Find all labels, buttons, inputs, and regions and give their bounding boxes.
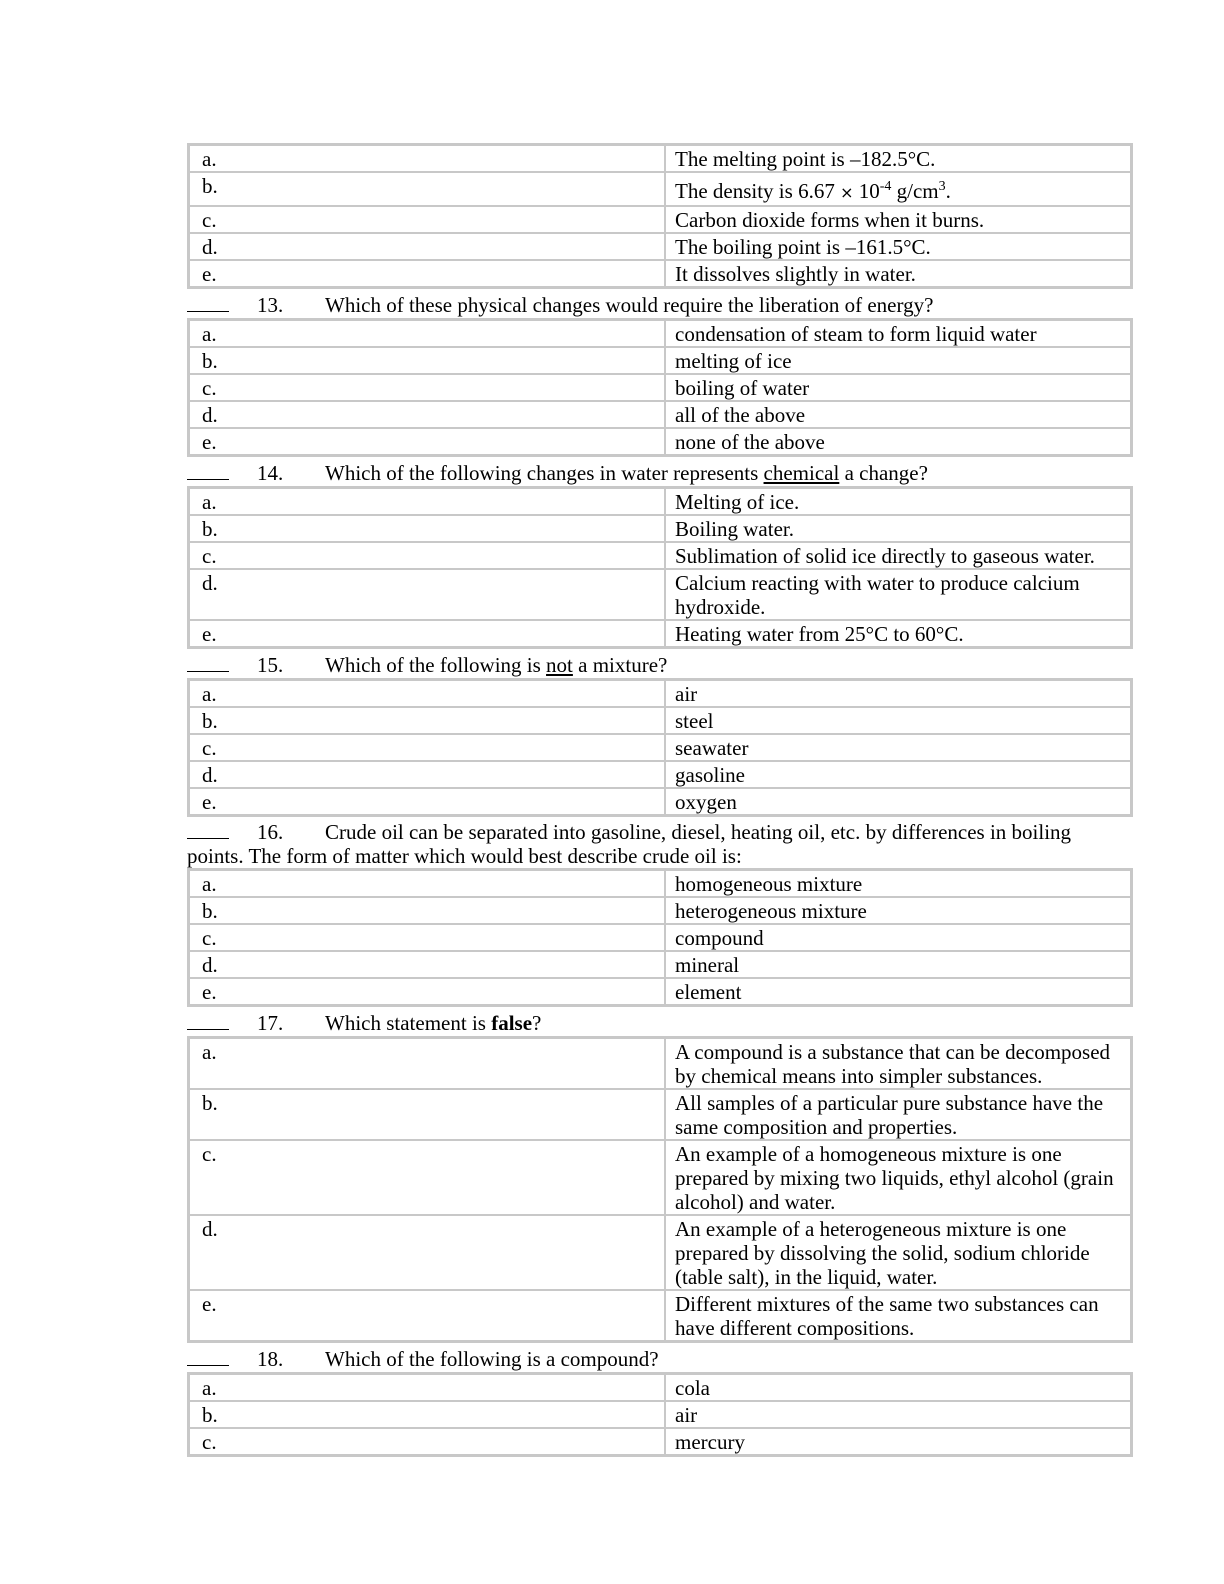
choice-text: Carbon dioxide forms when it burns.	[665, 206, 1131, 233]
choice-text: compound	[665, 924, 1131, 951]
choice-row	[189, 542, 1131, 569]
choice-letter: a.	[189, 145, 665, 172]
choice-row	[189, 1089, 1131, 1140]
choice-row	[189, 145, 1131, 172]
choice-text: heterogeneous mixture	[665, 897, 1131, 924]
question-text	[325, 461, 928, 485]
density-text-1: The density is 6.67	[675, 179, 841, 203]
answer-blank[interactable]	[187, 461, 229, 480]
choice-row	[189, 1140, 1131, 1215]
choice-text	[665, 172, 1131, 206]
choice-row	[189, 978, 1131, 1005]
answer-blank[interactable]	[187, 820, 229, 839]
question-number: 17.	[257, 1011, 284, 1035]
choice-row	[189, 172, 1131, 206]
choice-text: oxygen	[665, 788, 1131, 815]
choice-letter: c.	[189, 1428, 665, 1455]
stem-underlined: not	[546, 653, 573, 677]
choice-row	[189, 1428, 1131, 1455]
question-number: 15.	[257, 653, 284, 677]
choice-text: All samples of a particular pure substance have the same composition and properties.	[665, 1089, 1131, 1140]
choice-letter: c.	[189, 206, 665, 233]
choice-letter: b.	[189, 1089, 665, 1140]
choice-row	[189, 870, 1131, 897]
choice-row	[189, 897, 1131, 924]
choice-letter: e.	[189, 788, 665, 815]
choice-row	[189, 233, 1131, 260]
choice-text: Boiling water.	[665, 515, 1131, 542]
stem-part: Which of the following changes in water represents	[325, 461, 764, 485]
choice-row	[189, 951, 1131, 978]
choice-row	[189, 1290, 1131, 1341]
choice-letter: a.	[189, 1038, 665, 1089]
choice-letter: d.	[189, 761, 665, 788]
stem-bold: false	[491, 1011, 533, 1035]
choice-letter: d.	[189, 1215, 665, 1290]
choice-row	[189, 488, 1131, 515]
answer-choices-q15	[187, 678, 1133, 817]
choice-row	[189, 1374, 1131, 1401]
choice-text: seawater	[665, 734, 1131, 761]
choice-row	[189, 1401, 1131, 1428]
answer-choices-q16	[187, 868, 1133, 1007]
density-period: .	[945, 179, 951, 203]
choice-letter: a.	[189, 680, 665, 707]
choice-row	[189, 320, 1131, 347]
choice-text: air	[665, 1401, 1131, 1428]
choice-letter: d.	[189, 569, 665, 620]
question-text	[325, 653, 667, 677]
choice-text: steel	[665, 707, 1131, 734]
choice-letter: d.	[189, 951, 665, 978]
choice-row	[189, 924, 1131, 951]
stem-part: a mixture?	[572, 653, 668, 677]
density-unit: g/cm	[891, 179, 939, 203]
choice-text: cola	[665, 1374, 1131, 1401]
stem-underlined: chemical	[763, 461, 840, 485]
choice-letter: b.	[189, 707, 665, 734]
choice-letter: a.	[189, 1374, 665, 1401]
choice-text: air	[665, 680, 1131, 707]
choice-text: boiling of water	[665, 374, 1131, 401]
choice-letter: b.	[189, 897, 665, 924]
choice-text: Sublimation of solid ice directly to gaseous water.	[665, 542, 1131, 569]
answer-choices-q14	[187, 486, 1133, 649]
choice-letter: c.	[189, 1140, 665, 1215]
choice-row	[189, 260, 1131, 287]
answer-choices-q18	[187, 1372, 1133, 1457]
choice-letter: d.	[189, 233, 665, 260]
answer-choices-q17	[187, 1036, 1133, 1343]
stem-part: ?	[532, 1011, 542, 1035]
choice-letter: e.	[189, 1290, 665, 1341]
choice-text: It dissolves slightly in water.	[665, 260, 1131, 287]
choice-text: all of the above	[665, 401, 1131, 428]
choice-text: none of the above	[665, 428, 1131, 455]
question-14-stem	[187, 457, 1133, 486]
choice-text: The melting point is –182.5°C.	[665, 145, 1131, 172]
choice-letter: c.	[189, 924, 665, 951]
question-text: Crude oil can be separated into gasoline, diesel, heating oil, etc. by differences in boiling	[325, 820, 1072, 844]
choice-text: Heating water from 25°C to 60°C.	[665, 620, 1131, 647]
question-text	[325, 1011, 541, 1035]
choice-row	[189, 428, 1131, 455]
choice-row	[189, 734, 1131, 761]
question-number: 14.	[257, 461, 284, 485]
answer-blank[interactable]	[187, 1347, 229, 1366]
choice-text: Melting of ice.	[665, 488, 1131, 515]
choice-text: A compound is a substance that can be decomposed by chemical means into simpler substances.	[665, 1038, 1131, 1089]
choice-row	[189, 620, 1131, 647]
question-17-stem	[187, 1007, 1133, 1036]
choice-letter: b.	[189, 515, 665, 542]
answer-choices-q13	[187, 318, 1133, 457]
choice-letter: c.	[189, 542, 665, 569]
choice-text: mercury	[665, 1428, 1131, 1455]
choice-letter: e.	[189, 260, 665, 287]
choice-row	[189, 374, 1131, 401]
choice-row	[189, 761, 1131, 788]
choice-letter: e.	[189, 620, 665, 647]
choice-text: The boiling point is –161.5°C.	[665, 233, 1131, 260]
choice-row	[189, 206, 1131, 233]
choice-row	[189, 401, 1131, 428]
choice-text: Different mixtures of the same two substances can have different compositions.	[665, 1290, 1131, 1341]
question-number: 18.	[257, 1347, 284, 1371]
choice-letter: b.	[189, 347, 665, 374]
choice-text: gasoline	[665, 761, 1131, 788]
choice-row	[189, 347, 1131, 374]
answer-blank[interactable]	[187, 1011, 229, 1030]
choice-text: element	[665, 978, 1131, 1005]
choice-letter: d.	[189, 401, 665, 428]
choice-letter: c.	[189, 374, 665, 401]
choice-text: An example of a homogeneous mixture is one prepared by mixing two liquids, ethyl alcohol (grain alcohol) and water.	[665, 1140, 1131, 1215]
exponent: 3	[938, 179, 946, 194]
stem-part: Which statement is	[325, 1011, 492, 1035]
question-text: Which of the following is a compound?	[325, 1347, 659, 1371]
answer-choices-q12	[187, 143, 1133, 289]
choice-text: homogeneous mixture	[665, 870, 1131, 897]
choice-letter: a.	[189, 870, 665, 897]
question-16-stem	[187, 817, 1133, 868]
choice-letter: b.	[189, 1401, 665, 1428]
choice-text: melting of ice	[665, 347, 1131, 374]
question-number: 13.	[257, 293, 284, 317]
question-13-stem	[187, 289, 1133, 318]
choice-text: An example of a heterogeneous mixture is one prepared by dissolving the solid, sodium chloride (table salt), in the liquid, water.	[665, 1215, 1131, 1290]
stem-part: Which of the following is	[325, 653, 547, 677]
choice-text: condensation of steam to form liquid water	[665, 320, 1131, 347]
choice-text: mineral	[665, 951, 1131, 978]
choice-row	[189, 1215, 1131, 1290]
question-number: 16.	[257, 820, 284, 844]
choice-letter: e.	[189, 428, 665, 455]
document-page	[187, 143, 1133, 1457]
choice-letter: a.	[189, 488, 665, 515]
choice-row	[189, 707, 1131, 734]
choice-letter: a.	[189, 320, 665, 347]
choice-row	[189, 680, 1131, 707]
choice-row	[189, 515, 1131, 542]
times-sign: ×	[840, 183, 854, 202]
choice-letter: b.	[189, 172, 665, 206]
choice-row	[189, 788, 1131, 815]
question-text-continued: points. The form of matter which would best describe crude oil is:	[187, 844, 742, 868]
choice-letter: e.	[189, 978, 665, 1005]
choice-text: Calcium reacting with water to produce calcium hydroxide.	[665, 569, 1131, 620]
question-15-stem	[187, 649, 1133, 678]
answer-blank[interactable]	[187, 653, 229, 672]
question-text: Which of these physical changes would require the liberation of energy?	[325, 293, 934, 317]
stem-part: a change?	[839, 461, 928, 485]
choice-row	[189, 1038, 1131, 1089]
question-18-stem	[187, 1343, 1133, 1372]
density-text-2: 10	[853, 179, 880, 203]
answer-blank[interactable]	[187, 293, 229, 312]
exponent: -4	[879, 179, 892, 194]
choice-row	[189, 569, 1131, 620]
choice-letter: c.	[189, 734, 665, 761]
